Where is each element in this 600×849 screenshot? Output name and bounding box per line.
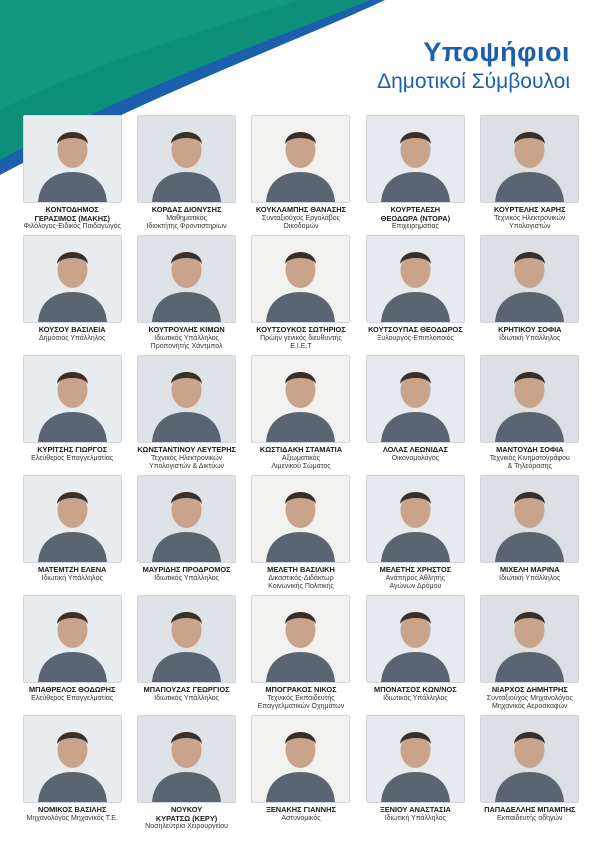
candidate-card <box>361 235 469 355</box>
candidate-card <box>132 115 240 235</box>
page-title: Υποψήφιοι <box>423 37 570 67</box>
candidate-card <box>247 715 355 835</box>
candidate-card <box>247 475 355 595</box>
candidate-role: Ελεύθερος Επαγγελματίας <box>31 454 114 462</box>
candidate-photo <box>251 355 350 443</box>
candidate-role: Ανάπηρος Αθλητής Αγώνων Δρόμου <box>385 574 446 590</box>
candidate-card <box>18 235 126 355</box>
person-silhouette-icon <box>481 356 578 442</box>
candidate-name: ΚΟΥΚΛΑΜΠΗΣ ΘΑΝΑΣΗΣ <box>255 205 347 214</box>
person-silhouette-icon <box>481 236 578 322</box>
candidate-role: Οικονομολόγος <box>391 454 440 462</box>
candidate-role: Δημόσιος Υπάλληλος <box>38 334 106 342</box>
candidate-name: ΜΠΟΓΡΑΚΟΣ ΝΙΚΟΣ <box>265 685 337 694</box>
candidate-photo <box>366 235 465 323</box>
candidate-name: ΜΠΑΘΡΕΛΟΣ ΘΟΔΩΡΗΣ <box>28 685 116 694</box>
candidate-name: ΚΟΥΤΣΟΥΚΟΣ ΣΩΤΗΡΙΟΣ <box>256 325 346 334</box>
person-silhouette-icon <box>252 236 349 322</box>
candidate-name: ΚΟΥΤΡΟΥΛΗΣ ΚΙΜΩΝ <box>148 325 225 334</box>
candidate-name: ΚΟΥΡΤΕΛΕΣΗ ΘΕΟΔΩΡΑ (ΝΤΟΡΑ) <box>380 205 451 223</box>
person-silhouette-icon <box>24 236 121 322</box>
candidate-photo <box>251 715 350 803</box>
candidate-role: Πρώην γενικός διευθυντής Ε.Ι.Ε.Τ <box>260 334 342 350</box>
person-silhouette-icon <box>24 476 121 562</box>
candidate-photo <box>366 715 465 803</box>
candidate-name: ΜΑΤΕΜΤΖΗ ΕΛΕΝΑ <box>38 565 107 574</box>
candidate-name: ΚΟΡΔΑΣ ΔΙΟΝΥΣΗΣ <box>151 205 222 214</box>
candidate-role: Ξυλουργός-Επιπλοποιός <box>376 334 454 342</box>
candidate-role: Επιχειρηματίας <box>391 223 439 231</box>
candidate-role: Νοσηλεύτρια Χειρουργείου <box>145 823 229 831</box>
candidate-name: ΝΟΜΙΚΟΣ ΒΑΣΙΛΗΣ <box>37 805 107 814</box>
person-silhouette-icon <box>24 116 121 202</box>
person-silhouette-icon <box>252 356 349 442</box>
candidate-name: ΚΟΥΤΣΟΥΠΑΣ ΘΕΟΔΩΡΟΣ <box>368 325 463 334</box>
person-silhouette-icon <box>252 596 349 682</box>
candidate-card <box>247 115 355 235</box>
candidate-role: Συνταξιούχος Μηχανολόγος Μηχανικός Αεροσκαφών <box>486 694 573 710</box>
candidate-role: Τεχνικός Ηλεκτρονικών Υπολογιστών & Δικτύων <box>149 454 225 470</box>
candidate-photo <box>251 595 350 683</box>
candidate-name: ΜΕΛΕΤΗ ΒΑΣΙΛΙΚΗ <box>267 565 335 574</box>
candidate-name: ΚΟΥΣΟΥ ΒΑΣΙΛΕΙΑ <box>38 325 106 334</box>
candidate-role: Ελεύθερος Επαγγελματίας <box>31 694 114 702</box>
candidate-photo <box>23 235 122 323</box>
candidate-photo <box>137 715 236 803</box>
candidate-photo <box>366 475 465 563</box>
candidate-name: ΚΥΡΙΤΣΗΣ ΓΙΩΡΓΟΣ <box>37 445 108 454</box>
candidate-photo <box>251 475 350 563</box>
candidate-role: Ιδιωτική Υπάλληλος <box>499 334 561 342</box>
header <box>377 36 570 96</box>
candidate-card <box>132 715 240 835</box>
candidate-card <box>18 115 126 235</box>
candidate-name: ΞΕΝΙΟΥ ΑΝΑΣΤΑΣΙΑ <box>379 805 451 814</box>
person-silhouette-icon <box>24 716 121 802</box>
person-silhouette-icon <box>252 476 349 562</box>
person-silhouette-icon <box>481 116 578 202</box>
candidate-card <box>476 235 584 355</box>
candidate-name: ΝΟΥΚΟΥ ΚΥΡΑΤΣΩ (ΚΕΡΥ) <box>155 805 218 823</box>
candidate-photo <box>137 115 236 203</box>
candidate-role: Ιδιωτική Υπάλληλος <box>499 574 561 582</box>
candidate-card <box>476 355 584 475</box>
person-silhouette-icon <box>481 476 578 562</box>
candidate-role: Φιλόλογος-Ειδικός Παιδαγωγός <box>23 223 121 231</box>
candidate-role: Ιδιωτική Υπάλληλος <box>384 814 447 822</box>
person-silhouette-icon <box>367 236 464 322</box>
candidate-photo <box>366 355 465 443</box>
candidate-name: ΚΡΗΤΙΚΟΥ ΣΟΦΙΑ <box>498 325 562 334</box>
person-silhouette-icon <box>367 716 464 802</box>
candidate-card <box>132 595 240 715</box>
candidate-photo <box>480 595 579 683</box>
person-silhouette-icon <box>481 596 578 682</box>
candidate-role: Τεχνικός Εκπαιδευτής Επαγγελματικών Οχημάτων <box>257 694 345 710</box>
candidate-role: Ιδιωτικός Υπάλληλος <box>383 694 448 702</box>
candidate-grid <box>18 115 584 835</box>
candidate-role: Ιδιωτικός Υπάλληλος Προπονητής Χάντμπολ <box>150 334 223 350</box>
candidate-name: ΜΙΧΕΛΗ ΜΑΡΙΝΑ <box>500 565 560 574</box>
candidate-name: ΜΕΛΕΤΗΣ ΧΡΗΣΤΟΣ <box>379 565 452 574</box>
candidate-photo <box>480 235 579 323</box>
person-silhouette-icon <box>138 476 235 562</box>
candidate-photo <box>366 115 465 203</box>
candidate-name: ΚΩΝΣΤΑΝΤΙΝΟΥ ΛΕΥΤΕΡΗΣ <box>137 445 236 454</box>
candidate-photo <box>23 355 122 443</box>
candidate-name: ΜΠΑΠΟΥΖΑΣ ΓΕΩΡΓΙΟΣ <box>143 685 230 694</box>
person-silhouette-icon <box>367 596 464 682</box>
person-silhouette-icon <box>367 476 464 562</box>
candidate-photo <box>23 595 122 683</box>
candidate-name: ΚΟΥΡΤΕΛΗΣ ΧΑΡΗΣ <box>494 205 566 214</box>
candidate-role: Τεχνικός Ηλεκτρονικών Υπολογιστών <box>494 214 566 230</box>
candidate-name: ΜΑΥΡΙΔΗΣ ΠΡΟΔΡΟΜΟΣ <box>142 565 231 574</box>
candidate-card <box>361 355 469 475</box>
person-silhouette-icon <box>367 356 464 442</box>
candidate-photo <box>251 115 350 203</box>
candidate-role: Δικαστικός-Διδάκτωρ Κοινωνικής Πολιτικής <box>268 574 334 590</box>
person-silhouette-icon <box>367 116 464 202</box>
candidate-name: ΝΙΑΡΧΟΣ ΔΗΜΗΤΡΗΣ <box>491 685 568 694</box>
candidate-card <box>361 475 469 595</box>
candidate-role: Εκπαιδευτής οδηγών <box>497 814 563 822</box>
candidate-card <box>476 115 584 235</box>
candidate-role: Μηχανολόγος Μηχανικός Τ.Ε. <box>26 814 118 822</box>
candidate-role: Ιδιωτικός Υπάλληλος <box>154 694 219 702</box>
candidate-card <box>476 475 584 595</box>
candidate-role: Συνταξιούχος Εργολάβος Οικοδομών <box>261 214 341 230</box>
candidate-card <box>476 715 584 835</box>
candidate-photo <box>251 235 350 323</box>
candidate-photo <box>137 235 236 323</box>
candidate-card <box>247 595 355 715</box>
person-silhouette-icon <box>252 116 349 202</box>
candidate-photo <box>480 475 579 563</box>
person-silhouette-icon <box>138 116 235 202</box>
candidate-photo <box>480 715 579 803</box>
candidate-name: ΞΕΝΑΚΗΣ ΓΙΑΝΝΗΣ <box>266 805 336 814</box>
candidate-card <box>18 715 126 835</box>
candidate-card <box>361 115 469 235</box>
candidate-card <box>132 355 240 475</box>
person-silhouette-icon <box>24 356 121 442</box>
candidate-photo <box>137 475 236 563</box>
person-silhouette-icon <box>138 236 235 322</box>
page-subtitle: Δημοτικοί Σύμβουλοι <box>377 70 570 93</box>
candidate-photo <box>23 115 122 203</box>
candidate-card <box>247 235 355 355</box>
candidate-name: ΚΟΝΤΟΔΗΜΟΣ ΓΕΡΑΣΙΜΟΣ (ΜΑΚΗΣ) <box>34 205 110 223</box>
candidate-name: ΚΩΣΤΙΔΑΚΗ ΣΤΑΜΑΤΙΑ <box>259 445 343 454</box>
candidate-card <box>247 355 355 475</box>
candidate-card <box>361 715 469 835</box>
candidate-name: ΠΑΠΑΔΕΛΛΗΣ ΜΠΑΜΠΗΣ <box>484 805 576 814</box>
candidate-photo <box>480 355 579 443</box>
candidate-role: Ιδιωτικός Υπάλληλος <box>154 574 219 582</box>
candidate-card <box>18 595 126 715</box>
person-silhouette-icon <box>24 596 121 682</box>
candidate-photo <box>137 595 236 683</box>
candidate-card <box>18 475 126 595</box>
candidate-card <box>132 235 240 355</box>
candidate-role: Μαθηματικός Ιδιοκτήτης Φροντιστηρίων <box>146 214 227 230</box>
candidate-card <box>476 595 584 715</box>
candidate-card <box>361 595 469 715</box>
candidate-role: Τεχνικός Κινηματογράφου & Τηλεόρασης <box>489 454 570 470</box>
person-silhouette-icon <box>252 716 349 802</box>
candidate-photo <box>23 715 122 803</box>
candidate-card <box>18 355 126 475</box>
candidate-card <box>132 475 240 595</box>
candidate-role: Αξιωματικός Λιμενικού Σώματος <box>271 454 331 470</box>
candidate-name: ΜΑΝΤΟΥΔΗ ΣΟΦΙΑ <box>496 445 564 454</box>
person-silhouette-icon <box>138 356 235 442</box>
candidate-photo <box>23 475 122 563</box>
person-silhouette-icon <box>138 716 235 802</box>
candidate-photo <box>366 595 465 683</box>
person-silhouette-icon <box>138 596 235 682</box>
candidate-name: ΛΟΛΑΣ ΛΕΩΝΙΔΑΣ <box>382 445 448 454</box>
candidate-photo <box>480 115 579 203</box>
candidate-role: Ιδιωτική Υπάλληλος <box>41 574 103 582</box>
candidate-name: ΜΠΟΝΑΤΣΟΣ ΚΩΝ/ΝΟΣ <box>374 685 457 694</box>
candidate-role: Αστυνομικός <box>281 814 321 822</box>
person-silhouette-icon <box>481 716 578 802</box>
candidate-photo <box>137 355 236 443</box>
